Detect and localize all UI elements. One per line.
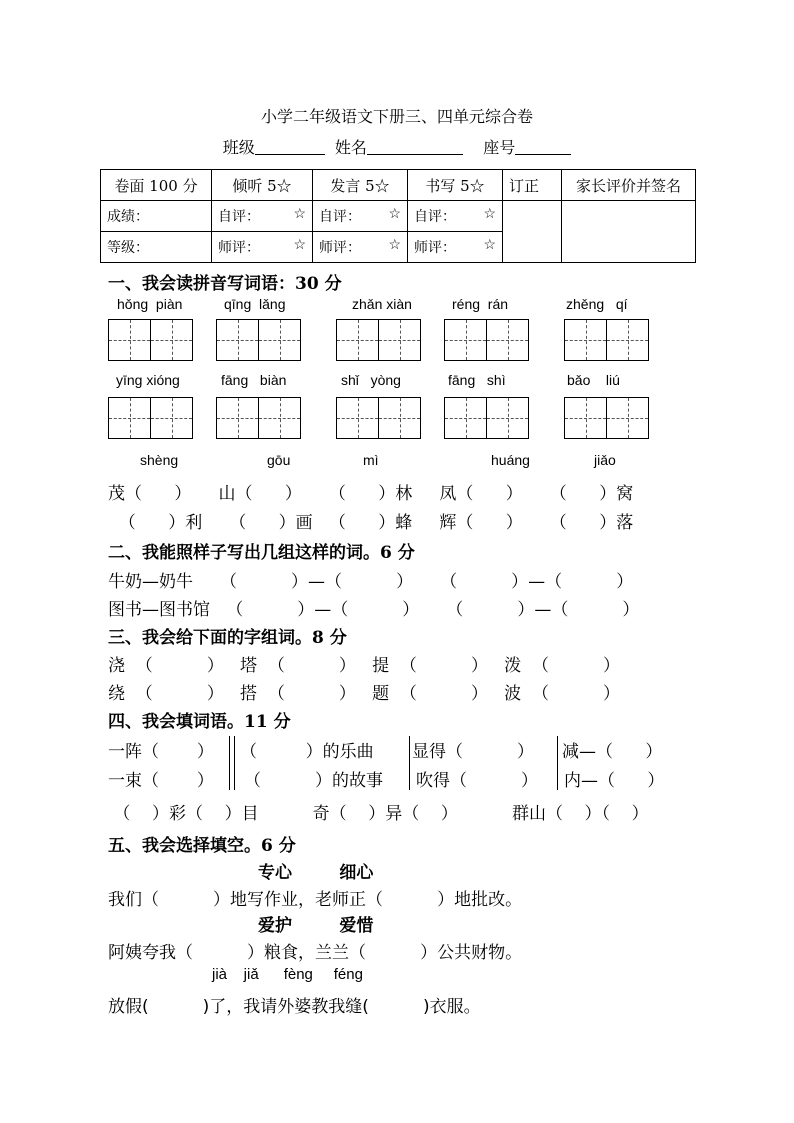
class-label: 班级 bbox=[222, 138, 255, 157]
fill-item[interactable]: 一束（ ） bbox=[108, 771, 214, 791]
fill-line[interactable]: 图书—图书馆 （ ）—（ ） （ ）—（ ） bbox=[108, 600, 640, 620]
word-choices-1: 专心 细心 bbox=[258, 863, 374, 883]
grade-label: 等级： bbox=[101, 232, 212, 263]
divider bbox=[557, 736, 558, 790]
star-icon[interactable]: ☆ bbox=[483, 237, 496, 253]
score-label: 成绩： bbox=[101, 201, 212, 232]
parent-cell[interactable] bbox=[562, 201, 696, 263]
writing-grid[interactable] bbox=[216, 397, 301, 439]
fill-line[interactable]: 牛奶—奶牛 （ ）—（ ） （ ）—（ ） bbox=[108, 572, 634, 592]
fill-sentence[interactable]: 阿姨夸我（ ）粮食，兰兰（ ）公共财物。 bbox=[108, 943, 523, 963]
fill-line[interactable]: 茂（ ） 山（ ） （ ）林 凤（ ） （ ）窝 bbox=[108, 484, 634, 504]
score-row bbox=[101, 201, 696, 232]
star-icon[interactable]: ☆ bbox=[388, 237, 401, 253]
section-4-title: 四、我会填词语。11 分 bbox=[108, 712, 291, 732]
pinyin-6: yīng xióng bbox=[116, 372, 180, 388]
header-write: 书写 5☆ bbox=[408, 170, 503, 201]
writing-grid[interactable] bbox=[564, 319, 649, 361]
pinyin-10: bǎo liú bbox=[567, 372, 620, 388]
header-total: 卷面 100 分 bbox=[101, 170, 212, 201]
header-speak: 发言 5☆ bbox=[313, 170, 408, 201]
speak-self[interactable]: 自评： ☆ bbox=[313, 201, 408, 232]
pinyin-jiao: jiǎo bbox=[594, 452, 616, 468]
divider bbox=[234, 736, 235, 790]
section-2-title: 二、我能照样子写出几组这样的词。6 分 bbox=[108, 543, 415, 563]
fill-item[interactable]: （ ）的故事 bbox=[244, 771, 384, 791]
header-listen: 倾听 5☆ bbox=[212, 170, 313, 201]
pinyin-7: fāng biàn bbox=[221, 372, 287, 388]
fill-item[interactable]: （ ）的乐曲 bbox=[240, 742, 374, 762]
section-3-title: 三、我会给下面的字组词。8 分 bbox=[108, 628, 347, 648]
writing-grid[interactable] bbox=[216, 319, 301, 361]
pinyin-sheng: shèng bbox=[140, 452, 179, 468]
fill-item[interactable]: 一阵（ ） bbox=[108, 742, 214, 762]
word-choices-2: 爱护 爱惜 bbox=[258, 916, 374, 936]
name-blank[interactable] bbox=[367, 140, 463, 155]
pinyin-5: zhěng qí bbox=[566, 296, 628, 312]
fill-line[interactable]: （ ）彩（ ）目 奇（ ）异（ ） 群山（ ）（ ） bbox=[108, 804, 649, 824]
fill-item[interactable]: 内—（ ） bbox=[564, 771, 665, 791]
score-table-header bbox=[101, 170, 696, 201]
pinyin-mi: mì bbox=[363, 452, 379, 468]
writing-grid[interactable] bbox=[336, 397, 421, 439]
fill-sentence[interactable]: 我们（ ）地写作业，老师正（ ）地批改。 bbox=[108, 890, 523, 910]
write-teacher[interactable]: 师评： ☆ bbox=[408, 232, 503, 263]
fill-line[interactable]: 绕 （ ） 搭 （ ） 题 （ ） 波 （ ） bbox=[108, 684, 621, 704]
pinyin-9: fāng shì bbox=[448, 372, 506, 388]
listen-teacher[interactable]: 师评： ☆ bbox=[212, 232, 313, 263]
divider bbox=[229, 736, 230, 790]
star-icon[interactable]: ☆ bbox=[483, 206, 496, 222]
name-label: 姓名 bbox=[334, 138, 367, 157]
seat-blank[interactable] bbox=[515, 140, 571, 155]
header-parent: 家长评价并签名 bbox=[562, 170, 696, 201]
writing-grid[interactable] bbox=[336, 319, 421, 361]
star-icon[interactable]: ☆ bbox=[293, 206, 306, 222]
pinyin-2: qīng lǎng bbox=[224, 296, 286, 312]
speak-teacher[interactable]: 师评： ☆ bbox=[313, 232, 408, 263]
pinyin-choices-3: jià jiǎ fèng féng bbox=[212, 966, 363, 983]
section-1-title: 一、我会读拼音写词语：30 分 bbox=[108, 274, 342, 294]
section-5-title: 五、我会选择填空。6 分 bbox=[108, 836, 296, 856]
writing-grid[interactable] bbox=[564, 397, 649, 439]
pinyin-gou: gōu bbox=[267, 452, 291, 468]
star-icon[interactable]: ☆ bbox=[388, 206, 401, 222]
fill-sentence[interactable]: 放假( )了，我请外婆教我缝( )衣服。 bbox=[108, 997, 481, 1017]
writing-grid[interactable] bbox=[108, 319, 193, 361]
write-self[interactable]: 自评： ☆ bbox=[408, 201, 503, 232]
star-icon[interactable]: ☆ bbox=[293, 237, 306, 253]
pinyin-3: zhǎn xiàn bbox=[352, 296, 412, 312]
listen-self[interactable]: 自评： ☆ bbox=[212, 201, 313, 232]
pinyin-4: réng rán bbox=[452, 296, 509, 312]
student-info-line bbox=[0, 135, 794, 158]
pinyin-8: shǐ yòng bbox=[341, 372, 401, 388]
pinyin-1: hǒng piàn bbox=[117, 296, 183, 312]
fill-line[interactable]: （ ）利 （ ）画 （ ）蜂 辉（ ） （ ）落 bbox=[108, 513, 634, 533]
fill-item[interactable]: 显得（ ） bbox=[412, 742, 535, 762]
score-table bbox=[100, 169, 696, 263]
fill-item[interactable]: 吹得（ ） bbox=[416, 771, 539, 791]
writing-grid[interactable] bbox=[108, 397, 193, 439]
divider bbox=[409, 736, 410, 790]
fill-line[interactable]: 浇 （ ） 塔 （ ） 提 （ ） 泼 （ ） bbox=[108, 656, 621, 676]
fill-item[interactable]: 减—（ ） bbox=[562, 742, 663, 762]
page-title: 小学二年级语文下册三、四单元综合卷 bbox=[260, 107, 533, 126]
writing-grid[interactable] bbox=[444, 319, 529, 361]
writing-grid[interactable] bbox=[444, 397, 529, 439]
class-blank[interactable] bbox=[255, 140, 325, 155]
header-correct: 订正 bbox=[503, 170, 562, 201]
seat-label: 座号 bbox=[483, 138, 516, 157]
correct-cell[interactable] bbox=[503, 201, 562, 263]
pinyin-huang: huáng bbox=[491, 452, 530, 468]
